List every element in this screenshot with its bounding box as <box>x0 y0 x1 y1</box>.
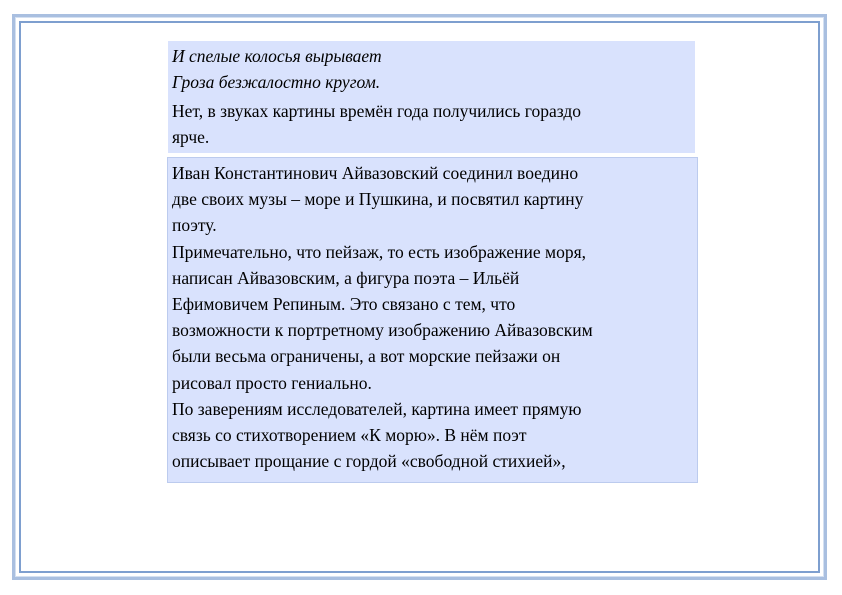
body-line: две своих музы – море и Пушкина, и посвятил картину <box>172 189 584 210</box>
body-line: поэту. <box>172 215 217 236</box>
body-line: По заверениям исследователей, картина имеет прямую <box>172 398 582 419</box>
intro-paragraph <box>172 98 695 150</box>
body-line: были весьма ограничены, а вот морские пейзажи он <box>172 346 561 367</box>
poem-line-2: Гроза безжалостно кругом. <box>172 72 381 92</box>
body-line: возможности к портретному изображению Айвазовским <box>172 320 593 341</box>
body-line: Ефимовичем Репиным. Это связано с тем, что <box>172 294 516 315</box>
body-line: описывает прощание с гордой «свободной стихией», <box>172 451 566 472</box>
poem-text-box <box>168 41 695 153</box>
intro-line-2: ярче. <box>172 127 210 147</box>
body-line: Иван Константинович Айвазовский соединил воедино <box>172 163 579 183</box>
body-text-box <box>167 157 698 483</box>
body-line: рисовал просто гениально. <box>172 372 372 393</box>
body-line: связь со стихотворением «К морю». В нём поэт <box>172 425 527 446</box>
body-line: Примечательно, что пейзаж, то есть изображение моря, <box>172 241 586 262</box>
body-line: написан Айвазовским, а фигура поэта – Ильёй <box>172 267 520 288</box>
poem-line-1: И спелые колосья вырывает <box>172 46 382 66</box>
intro-line-1: Нет, в звуках картины времён года получились гораздо <box>172 101 582 121</box>
